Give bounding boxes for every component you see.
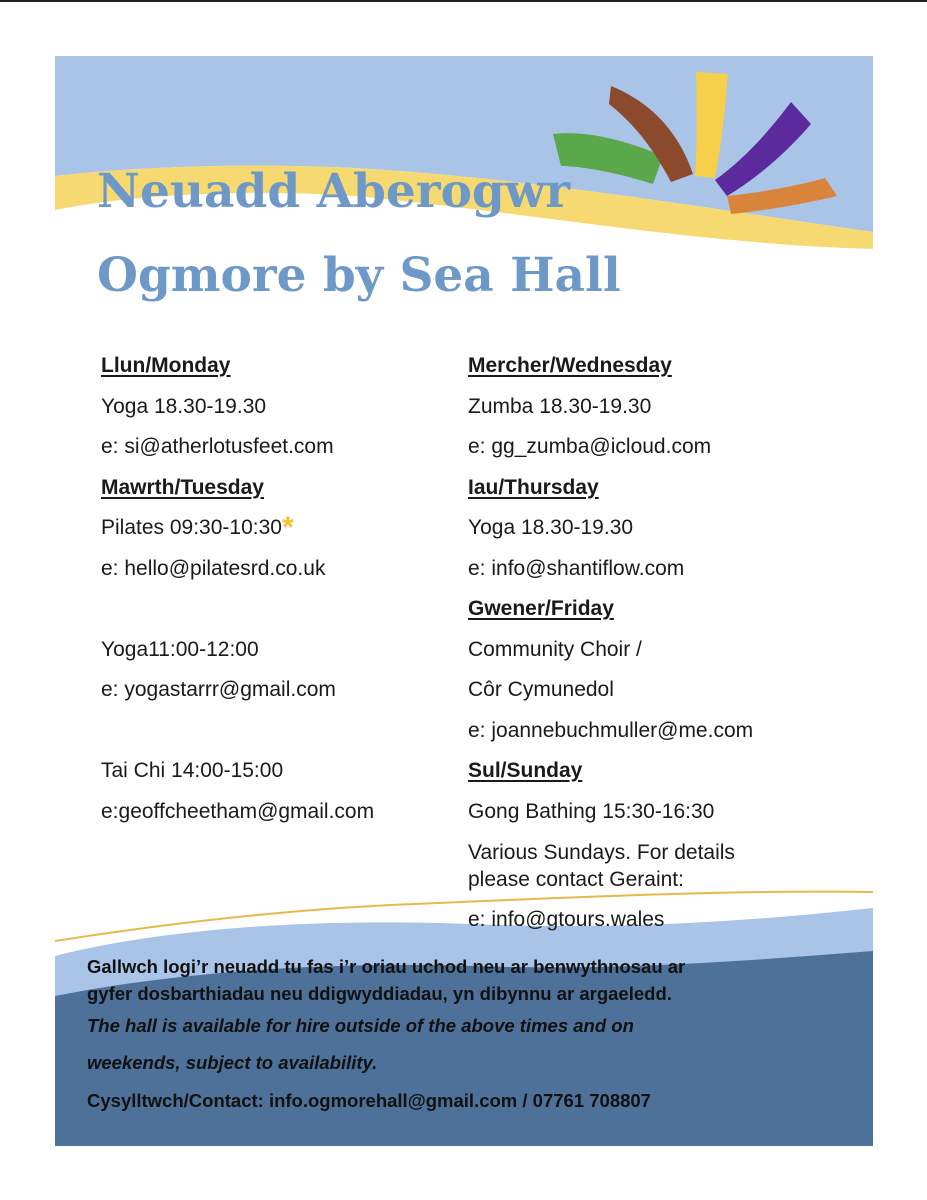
day-heading	[468, 589, 868, 630]
contact-email	[101, 427, 481, 468]
schedule-left-column	[101, 346, 481, 832]
footer-welsh-line-1: Gallwch logi’r neuadd tu fas i’r oriau uchod neu ar benwythnosau ar	[87, 956, 686, 977]
line-text: Gwener/Friday	[468, 597, 614, 620]
day-heading	[468, 346, 868, 387]
footer-english-line-1: The hall is available for hire outside of the above times and on	[87, 1015, 634, 1036]
line-text: e: hello@pilatesrd.co.uk	[101, 556, 326, 580]
class-time	[468, 630, 868, 671]
line-text: Mawrth/Tuesday	[101, 475, 264, 499]
title-english: Ogmore by Sea Hall	[97, 248, 621, 303]
schedule-note	[468, 832, 868, 900]
class-time	[101, 630, 481, 671]
class-time	[468, 792, 868, 833]
footer-english-line-2: weekends, subject to availability.	[87, 1052, 378, 1073]
line-text: please contact Geraint:	[468, 868, 684, 891]
line-text: Côr Cymunedol	[468, 678, 614, 701]
contact-email	[101, 549, 481, 590]
class-time	[468, 670, 868, 711]
class-time	[101, 387, 481, 428]
line-text: Zumba 18.30-19.30	[468, 394, 652, 418]
line-text: Mercher/Wednesday	[468, 354, 672, 377]
line-text: e:geoffcheetham@gmail.com	[101, 799, 375, 823]
contact-email	[468, 900, 868, 941]
contact-email	[101, 792, 481, 833]
asterisk-icon: *	[281, 511, 294, 544]
line-text: Yoga11:00-12:00	[101, 637, 259, 661]
line-text: e: info@gtours.wales	[468, 908, 665, 931]
day-heading	[468, 751, 868, 792]
line-text: e: gg_zumba@icloud.com	[468, 435, 712, 458]
line-text: Various Sundays. For details	[468, 841, 735, 864]
line-text: Yoga 18.30-19.30	[468, 516, 634, 539]
line-text: Community Choir /	[468, 637, 642, 661]
line-text: e: yogastarrr@gmail.com	[101, 678, 336, 701]
contact-email	[101, 670, 481, 711]
schedule-right-column	[468, 346, 868, 941]
contact-email	[468, 549, 868, 590]
line-text: Gong Bathing 15:30-16:30	[468, 799, 715, 823]
day-heading	[101, 346, 481, 387]
line-text: Llun/Monday	[101, 354, 231, 377]
line-text: Tai Chi 14:00-15:00	[101, 759, 284, 782]
top-border	[0, 0, 927, 2]
class-time	[101, 508, 481, 549]
line-text: Sul/Sunday	[468, 759, 583, 782]
footer-notice	[87, 953, 847, 1114]
line-text: Iau/Thursday	[468, 475, 599, 499]
day-heading	[101, 468, 481, 509]
poster	[55, 56, 873, 1146]
spacer	[101, 711, 481, 752]
contact-email	[468, 711, 868, 752]
day-heading	[468, 468, 868, 509]
line-text: e: info@shantiflow.com	[468, 556, 685, 580]
line-text: e: si@atherlotusfeet.com	[101, 435, 334, 458]
class-time	[468, 387, 868, 428]
line-text: Yoga 18.30-19.30	[101, 394, 267, 418]
footer-welsh-line-2: gyfer dosbarthiadau neu ddigwyddiadau, yn dibynnu ar argaeledd.	[87, 983, 672, 1004]
class-time	[101, 751, 481, 792]
line-text: Pilates 09:30-10:30	[101, 516, 282, 539]
spacer	[101, 589, 481, 630]
contact-email	[468, 427, 868, 468]
class-time	[468, 508, 868, 549]
title-welsh: Neuadd Aberogwr	[97, 164, 571, 219]
line-text: e: joannebuchmuller@me.com	[468, 718, 754, 742]
footer-contact: Cysylltwch/Contact: info.ogmorehall@gmail.com / 07761 708807	[87, 1090, 651, 1111]
